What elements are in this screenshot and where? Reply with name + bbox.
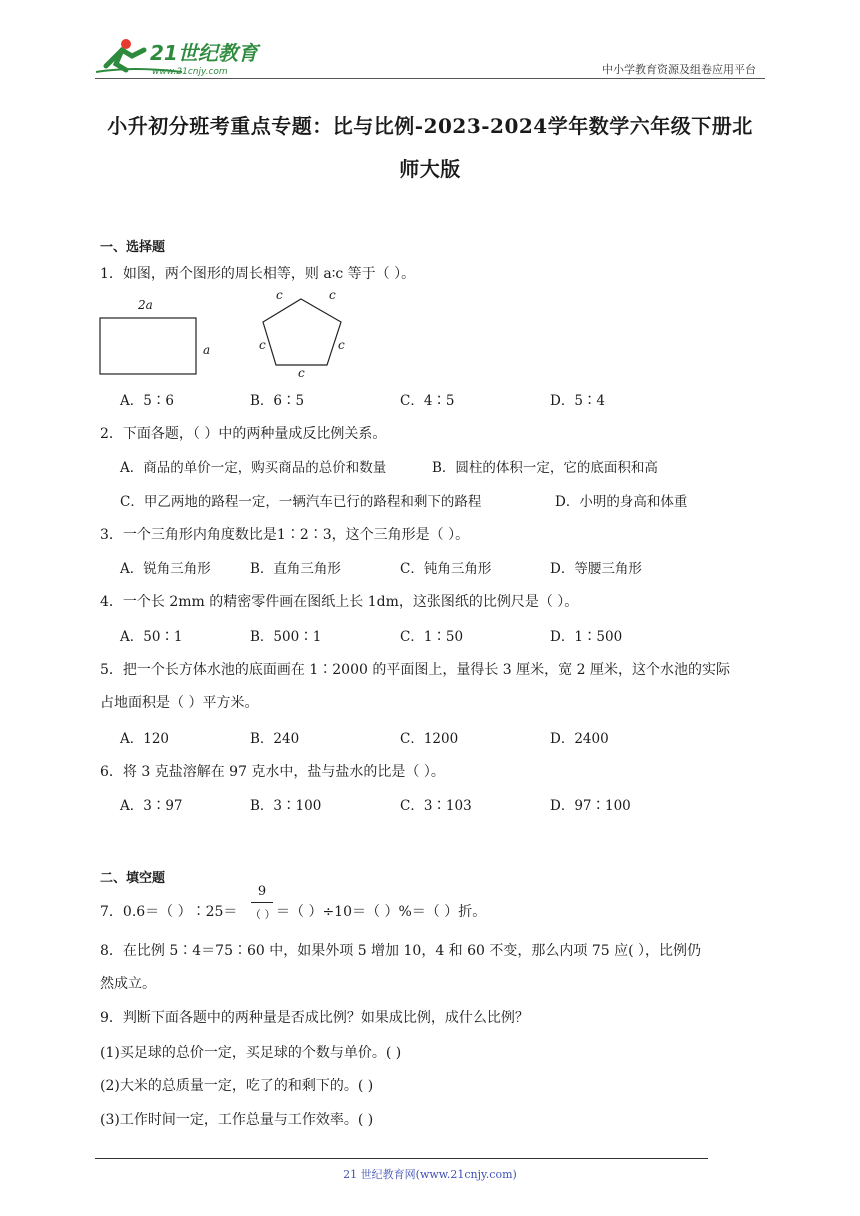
footer-divider [95, 1158, 708, 1159]
question-7-part2: ＝（ ）÷10＝（ ）%＝（ ）折。 [276, 904, 487, 920]
q5-option-b: B．240 [250, 731, 300, 747]
q2-option-d: D．小明的身高和体重 [555, 494, 688, 510]
pentagon-label-l: c [259, 338, 266, 352]
q1-option-b: B．6∶5 [250, 393, 305, 409]
q4-option-b: B．500∶1 [250, 629, 322, 645]
question-6-stem: 6．将 3 克盐溶解在 97 克水中，盐与盐水的比是（ ）。 [100, 764, 445, 780]
q5-option-a: A．120 [120, 731, 170, 747]
q2-option-c: C．甲乙两地的路程一定，一辆汽车已行的路程和剩下的路程 [120, 494, 482, 510]
figure-rectangle-pentagon [95, 292, 355, 382]
q4-option-c: C．1∶50 [400, 629, 464, 645]
section-heading-fill: 二、填空题 [100, 871, 166, 886]
logo-text: 21世纪教育 [150, 41, 258, 65]
q5-option-d: D．2400 [550, 731, 609, 747]
question-3-stem: 3．一个三角形内角度数比是1∶2∶3，这个三角形是（ ）。 [100, 527, 470, 543]
question-1-stem: 1．如图，两个图形的周长相等，则 a∶c 等于（ ）。 [100, 266, 416, 282]
q6-option-c: C．3∶103 [400, 798, 472, 814]
pentagon-label-tl: c [276, 288, 283, 302]
question-7-part1: 7．0.6＝（ ）∶25＝ [100, 904, 238, 920]
q2-option-a: A．商品的单价一定，购买商品的总价和数量 [120, 460, 387, 476]
q7-fraction-bar [251, 902, 273, 903]
question-9-item-2: (2)大米的总质量一定，吃了的和剩下的。( ) [100, 1078, 374, 1094]
page-title-line2: 师大版 [399, 157, 461, 181]
page-title-line1: 小升初分班考重点专题：比与比例-2023-2024学年数学六年级下册北 [107, 114, 753, 138]
q1-option-c: C．4∶5 [400, 393, 455, 409]
site-logo [92, 36, 262, 80]
question-5-stem: 5．把一个长方体水池的底面画在 1∶2000 的平面图上，量得长 3 厘米，宽 2 厘米，这个水池的实际 [100, 662, 730, 678]
runner-logo-icon [92, 36, 262, 80]
question-5-stem-cont: 占地面积是（ ）平方米。 [100, 695, 259, 711]
q3-option-c: C．钝角三角形 [400, 561, 492, 577]
footer-text: 21 世纪教育网(www.21cnjy.com) [343, 1168, 517, 1181]
q6-option-a: A．3∶97 [120, 798, 183, 814]
rect-top-label: 2a [138, 298, 153, 312]
question-9-stem: 9．判断下面各题中的两种量是否成比例？如果成比例，成什么比例？ [100, 1010, 529, 1026]
question-9-item-1: (1)买足球的总价一定，买足球的个数与单价。( ) [100, 1045, 402, 1061]
section-heading-choice: 一、选择题 [100, 240, 166, 255]
q7-fraction-numerator: 9 [257, 884, 267, 899]
q7-fraction-denominator: （ ） [250, 908, 276, 921]
platform-text: 中小学教育资源及组卷应用平台 [602, 63, 756, 76]
q5-option-c: C．1200 [400, 731, 459, 747]
q3-option-b: B．直角三角形 [250, 561, 341, 577]
logo-url: www.21cnjy.com [152, 67, 228, 77]
pentagon-label-tr: c [329, 288, 336, 302]
q4-option-a: A．50∶1 [120, 629, 183, 645]
question-2-stem: 2．下面各题，（ ）中的两种量成反比例关系。 [100, 426, 387, 442]
q3-option-a: A．锐角三角形 [120, 561, 211, 577]
q6-option-b: B．3∶100 [250, 798, 322, 814]
rect-side-label: a [203, 343, 211, 357]
question-9-item-3: (3)工作时间一定，工作总量与工作效率。( ) [100, 1112, 374, 1128]
q1-option-a: A．5∶6 [120, 393, 174, 409]
question-4-stem: 4．一个长 2mm 的精密零件画在图纸上长 1dm，这张图纸的比例尺是（ ）。 [100, 594, 579, 610]
q6-option-d: D．97∶100 [550, 798, 631, 814]
pentagon-shape [263, 299, 341, 365]
header-divider [95, 78, 765, 79]
q4-option-d: D．1∶500 [550, 629, 623, 645]
pentagon-label-b: c [298, 366, 305, 380]
question-8-line2: 然成立。 [100, 976, 156, 992]
question-8-line1: 8．在比例 5∶4＝75∶60 中，如果外项 5 增加 10，4 和 60 不变，那么内项 75 应( ），比例仍 [100, 943, 702, 959]
pentagon-label-r: c [338, 338, 345, 352]
rectangle-shape [100, 318, 196, 374]
q1-option-d: D．5∶4 [550, 393, 606, 409]
q3-option-d: D．等腰三角形 [550, 561, 642, 577]
q2-option-b: B．圆柱的体积一定，它的底面积和高 [432, 460, 658, 476]
